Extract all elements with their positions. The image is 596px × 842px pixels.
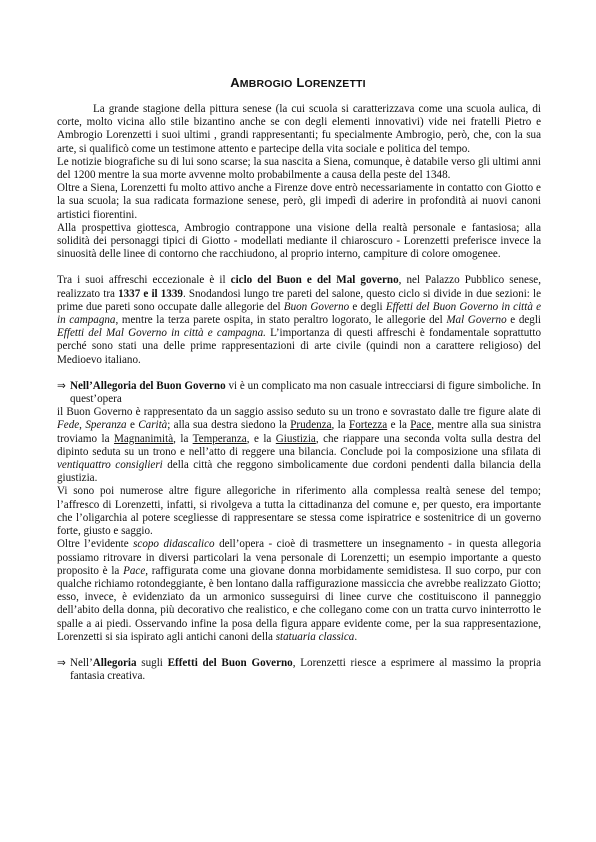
title-first-name: MBROGIO — [239, 78, 293, 90]
page-title — [0, 76, 596, 91]
paragraph-cycle: Tra i suoi affreschi eccezionale è il ciclo del Buon e del Mal governo, nel Palazzo Pubblico senese, realizzato tra 1337 e il 1339. Snodandosi lungo tre pareti del salone, questo ciclo si divide in due sezioni: le prime due pareti sono occupate dalle allegorie del Buon Governo e degli Effetti del Buon Governo in città e in campagna, mentre la terza parete ospita, in stato peraltro logorato, le allegorie del Mal Governo e degli Effetti del Mal Governo in città e campagna. L’importanza di questi affreschi è fondamentale soprattutto perché sono stati una delle prime rappresentazioni di arte civile (quindi non a carattere religioso) del Medioevo italiano. — [57, 274, 541, 366]
spacer — [57, 261, 541, 274]
document-body — [57, 103, 541, 683]
paragraph-other-figures: Vi sono poi numerose altre figure allegoriche in riferimento alla complessa realtà senese del tempo; l’affresco di Lorenzetti, infatti, si rivolgeva a tutta la cittadinanza del comune e, per questo, era importante che l’oligarchia al potere scegliesse di rappresentare se stessa come ispiratrice e sostenitrice di un governo forte, giusto e saggio. — [57, 485, 541, 538]
paragraph-good-government: il Buon Governo è rappresentato da un saggio assiso seduto su un trono e sovrastato dalle tre figure alate di Fede, Speranza e Carità; alla sua destra siedono la Prudenza, la Fortezza e la Pace, mentre alla sua sinistra troviamo la Magnanimità, la Temperanza, e la Giustizia, che riappare una seconda volta sulla destra del dipinto seduta su un trono e nell’atto di reggere una bilancia. Conclude poi la composizione una sfilata di ventiquattro consiglieri della città che reggono simbolicamente due cordoni pendenti dalla bilancia della giustizia. — [57, 406, 542, 485]
arrow-right-icon: ⇒ — [57, 379, 66, 392]
bullet-allegory-good-government: ⇒ Nell’Allegoria del Buon Governo vi è un complicato ma non casuale intrecciarsi di figure simboliche. In quest’opera — [57, 379, 541, 406]
cycle-name: ciclo del Buon e del Mal governo — [230, 274, 399, 287]
title-last-name: ORENZETTI — [304, 78, 366, 90]
paragraph-style: Alla prospettiva giottesca, Ambrogio contrappone una visione della realtà personale e fantasiosa; alla solidità dei personaggi tipici di Giotto - modellati mediante il chiaroscuro - Lorenzetti preferisce invece la sinuosità delle linee di contorno che racchiudono, al proprio interno, campiture di colore omogenee. — [57, 221, 541, 261]
paragraph-peace: Oltre l’evidente scopo didascalico dell’opera - cioè di trasmettere un insegnamento - in questa allegoria possiamo ritrovare in diversi particolari la vena personale di Lorenzetti; un esempio importante a questo proposito è la Pace, raffigurata come una giovane donna morbidamente semidistesa. Il suo corpo, pur con qualche richiamo rotondeggiante, è ben lontano dalla raffigurazione massiccia che avrebbe realizzato Giotto; esso, invece, è evidenziato da un armonico susseguirsi di linee curve che costituiscono il panneggio dell’abito della donna, più decorativo che realistico, e che collegano come con un tratta curvo ininterrotto le spalle a ai piedi. Osservando infine la posa della figura appare evidente come, per la sua rappresentazione, Lorenzetti si sia ispirato agli antichi canoni della statuaria classica. — [57, 538, 541, 643]
title-initial: A — [230, 75, 240, 90]
paragraph-biography: Le notizie biografiche su di lui sono scarse; la sua nascita a Siena, comunque, è databile verso gli ultimi anni del 1200 mentre la sua morte avvenne molto probabilmente a causa della peste del 1348. — [57, 155, 541, 182]
paragraph-florence: Oltre a Siena, Lorenzetti fu molto attivo anche a Firenze dove entrò necessariamente in contatto con Giotto e la sua scuola; la sua radicata formazione senese, però, gli impedì di aderire in profondità ai nuovi canoni artistici fiorentini. — [57, 182, 541, 221]
cycle-dates: 1337 e il 1339 — [118, 287, 183, 300]
arrow-right-icon: ⇒ — [57, 656, 66, 669]
title-initial: L — [296, 75, 305, 90]
spacer — [57, 367, 541, 380]
bullet-effects-good-government: ⇒ Nell’Allegoria sugli Effetti del Buon Governo, Lorenzetti riesce a esprimere al massimo la propria fantasia creativa. — [57, 656, 541, 683]
paragraph-intro: La grande stagione della pittura senese (la cui scuola si caratterizzava come una scuola aulica, di corte, molto vicina allo stile bizantino anche se con degli elementi innovativi) vide nei fratelli Pietro e Ambrogio Lorenzetti i suoi ultimi , grandi rappresentanti; fu specialmente Ambrogio, però, che, con la sua arte, si qualificò come un testimone attento e partecipe della vita sociale e politica del tempo. — [57, 103, 541, 155]
spacer — [57, 644, 541, 657]
